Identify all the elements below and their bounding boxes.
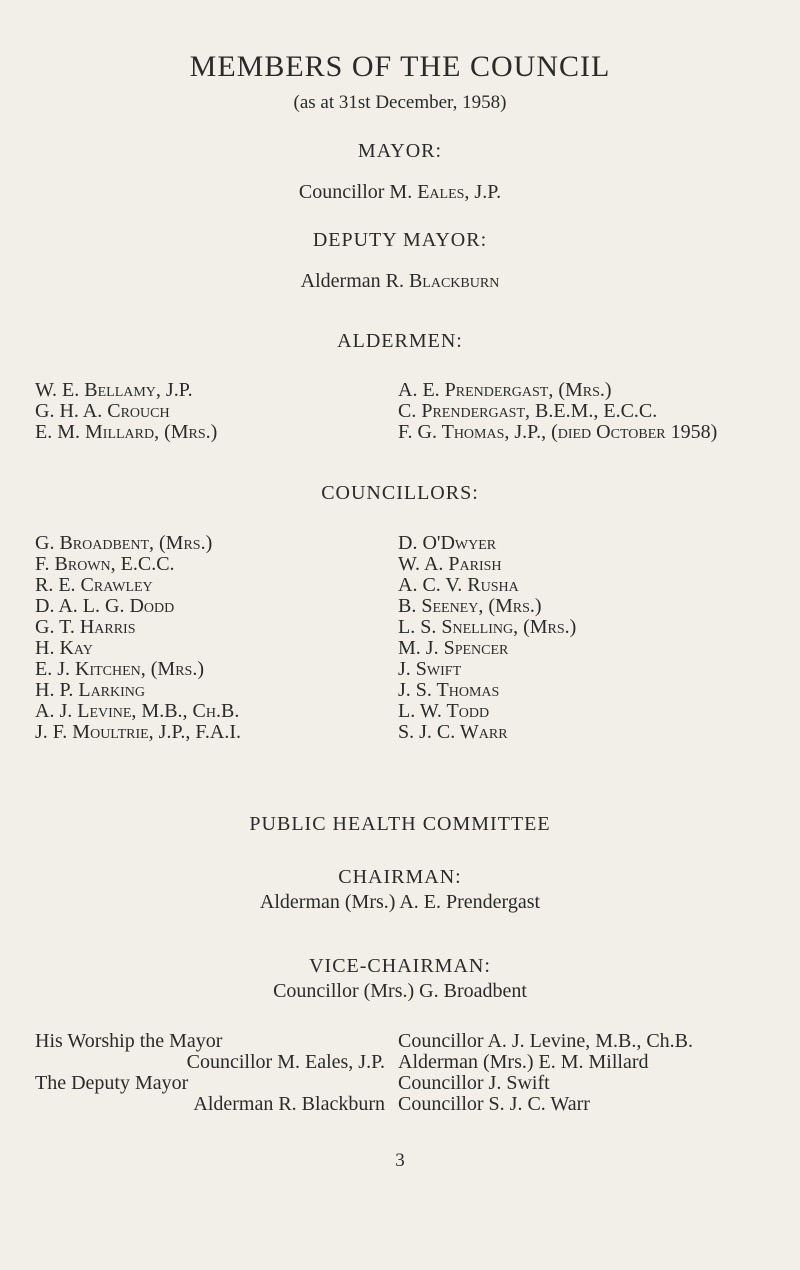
chairman-name: Alderman (Mrs.) A. E. Prendergast	[259, 891, 541, 913]
list-item: J. F. Moultrie, J.P., F.A.I.	[35, 721, 241, 743]
councillors-left-list	[35, 533, 241, 743]
list-item: His Worship the Mayor	[35, 1030, 223, 1052]
deputy-mayor-heading: DEPUTY MAYOR:	[312, 229, 488, 251]
list-item: B. Seeney, (Mrs.)	[398, 595, 542, 617]
vice-chairman-name: Councillor (Mrs.) G. Broadbent	[273, 980, 527, 1002]
list-item: G. Broadbent, (Mrs.)	[35, 532, 213, 554]
list-item: Alderman (Mrs.) E. M. Millard	[398, 1051, 649, 1073]
list-item: Councillor A. J. Levine, M.B., Ch.B.	[398, 1030, 693, 1052]
committee-heading: PUBLIC HEALTH COMMITTEE	[249, 813, 551, 835]
list-item: W. A. Parish	[398, 553, 502, 575]
list-item: M. J. Spencer	[398, 637, 509, 659]
list-item: F. Brown, E.C.C.	[35, 553, 175, 575]
councillors-right-list	[398, 533, 576, 743]
councillors-heading: COUNCILLORS:	[321, 482, 479, 504]
list-item: F. G. Thomas, J.P., (died October 1958)	[398, 421, 718, 443]
list-item: S. J. C. Warr	[398, 721, 508, 743]
list-item: H. P. Larking	[35, 679, 146, 701]
mayor-prefix: Councillor M.	[298, 181, 418, 203]
deputy-mayor-name: Blackburn	[408, 270, 500, 292]
list-item: E. J. Kitchen, (Mrs.)	[35, 658, 204, 680]
list-item: C. Prendergast, B.E.M., E.C.C.	[398, 400, 658, 422]
list-item: H. Kay	[35, 637, 93, 659]
list-item: L. S. Snelling, (Mrs.)	[398, 616, 577, 638]
list-item: J. Swift	[398, 658, 462, 680]
list-item: J. S. Thomas	[398, 679, 500, 701]
list-item: D. O'Dwyer	[398, 532, 497, 554]
deputy-mayor-prefix: Alderman R.	[300, 270, 409, 292]
aldermen-heading: ALDERMEN:	[337, 330, 463, 352]
mayor-heading: MAYOR:	[357, 140, 443, 162]
list-item: A. C. V. Rusha	[398, 574, 519, 596]
list-item: W. E. Bellamy, J.P.	[35, 379, 193, 401]
aldermen-right-list	[398, 380, 717, 443]
list-item: G. H. A. Crouch	[35, 400, 170, 422]
list-item: A. E. Prendergast, (Mrs.)	[398, 379, 612, 401]
page-title: MEMBERS OF THE COUNCIL	[189, 50, 611, 83]
mayor-line	[0, 181, 800, 204]
mayor-suffix: , J.P.	[464, 181, 502, 203]
list-item: Councillor S. J. C. Warr	[398, 1093, 590, 1115]
list-item: R. E. Crawley	[35, 574, 153, 596]
list-item: Councillor J. Swift	[398, 1072, 550, 1094]
page-subtitle: (as at 31st December, 1958)	[293, 92, 507, 113]
list-item: D. A. L. G. Dodd	[35, 595, 175, 617]
mayor-name: Eales	[417, 181, 465, 203]
list-item: Alderman R. Blackburn	[193, 1093, 385, 1115]
list-item: The Deputy Mayor	[35, 1072, 189, 1094]
list-item: L. W. Todd	[398, 700, 490, 722]
committee-right-list	[398, 1031, 693, 1115]
aldermen-left-list	[35, 380, 217, 443]
list-item: Councillor M. Eales, J.P.	[186, 1051, 385, 1073]
deputy-mayor-line	[0, 270, 800, 293]
vice-chairman-heading: VICE-CHAIRMAN:	[309, 955, 491, 977]
committee-left-list	[35, 1031, 385, 1115]
page-number: 3	[395, 1150, 405, 1171]
list-item: E. M. Millard, (Mrs.)	[35, 421, 218, 443]
list-item: A. J. Levine, M.B., Ch.B.	[35, 700, 240, 722]
list-item: G. T. Harris	[35, 616, 136, 638]
chairman-heading: CHAIRMAN:	[338, 866, 462, 888]
